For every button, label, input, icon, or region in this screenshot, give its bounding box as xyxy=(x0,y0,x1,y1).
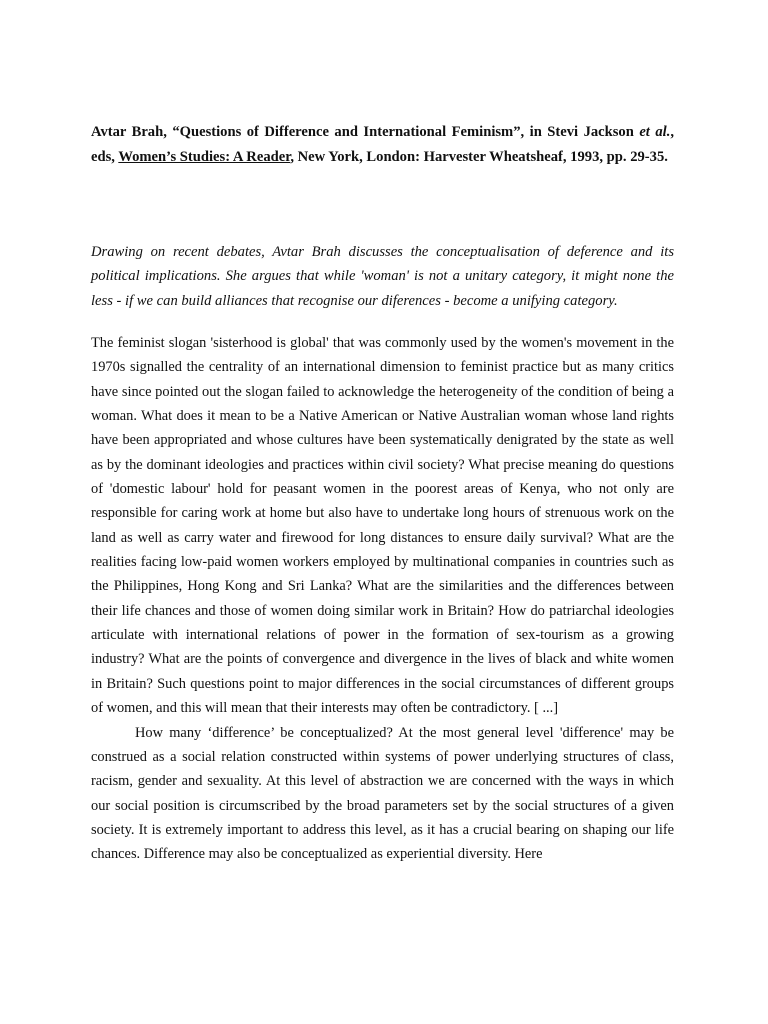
citation-author-title: Avtar Brah, “Questions of Difference and International Feminism”, in Stevi Jackson xyxy=(91,124,640,140)
citation xyxy=(91,120,674,169)
paragraph-2: How many ‘difference’ be conceptualized? At the most general level 'difference' may be construed as a social relation constructed within systems of power underlying structures of class, racism, gender and sexuality. At this level of abstraction we are concerned with the ways in which our social position is circumscribed by the broad parameters set by the social structures of a given society. It is extremely important to address this level, as it has a crucial bearing on shaping our life chances. Difference may also be conceptualized as experiential diversity. Here xyxy=(91,724,674,863)
citation-et-al: et al. xyxy=(639,124,671,140)
citation-book-title: Women’s Studies: A Reader xyxy=(118,148,291,165)
citation-eds: , eds, xyxy=(91,124,674,165)
citation-publisher: , New York, London: Harvester Wheatsheaf, 1993, pp. 29-35. xyxy=(290,148,668,165)
paragraph-1: The feminist slogan 'sisterhood is global' that was commonly used by the women's movement in the 1970s signalled the centrality of an international dimension to feminist practice but as many critics have since pointed out the slogan failed to acknowledge the heterogeneity of the condition of being a woman. What does it mean to be a Native American or Native Australian woman whose land rights have been appropriated and whose cultures have been systematically denigrated by the state as well as by the dominant ideologies and practices within civil society? What precise meaning do questions of 'domestic labour' hold for peasant women in the poorest areas of Kenya, who not only are responsible for caring work at home but also have to undertake long hours of strenuous work on the land as well as carry water and firewood for long distances to ensure daily survival? What are the realities facing low-paid women workers employed by multinational companies in countries such as the Philippines, Hong Kong and Sri Lanka? What are the similarities and the differences between their life chances and those of women doing similar work in Britain? How do patriarchal ideologies articulate with international relations of power in the formation of sex-tourism as a growing industry? What are the points of convergence and divergence in the lives of black and white women in Britain? Such questions point to major differences in the social circumstances of different groups of women, and this will mean that their interests may often be contradictory. [ ...] xyxy=(91,335,674,717)
body-text xyxy=(91,331,674,867)
abstract: Drawing on recent debates, Avtar Brah discusses the conceptualisation of deference and its political implications. She argues that while 'woman' is not a unitary category, it might none the less - if we can build alliances that recognise our diferences - become a unifying category. xyxy=(91,244,674,309)
